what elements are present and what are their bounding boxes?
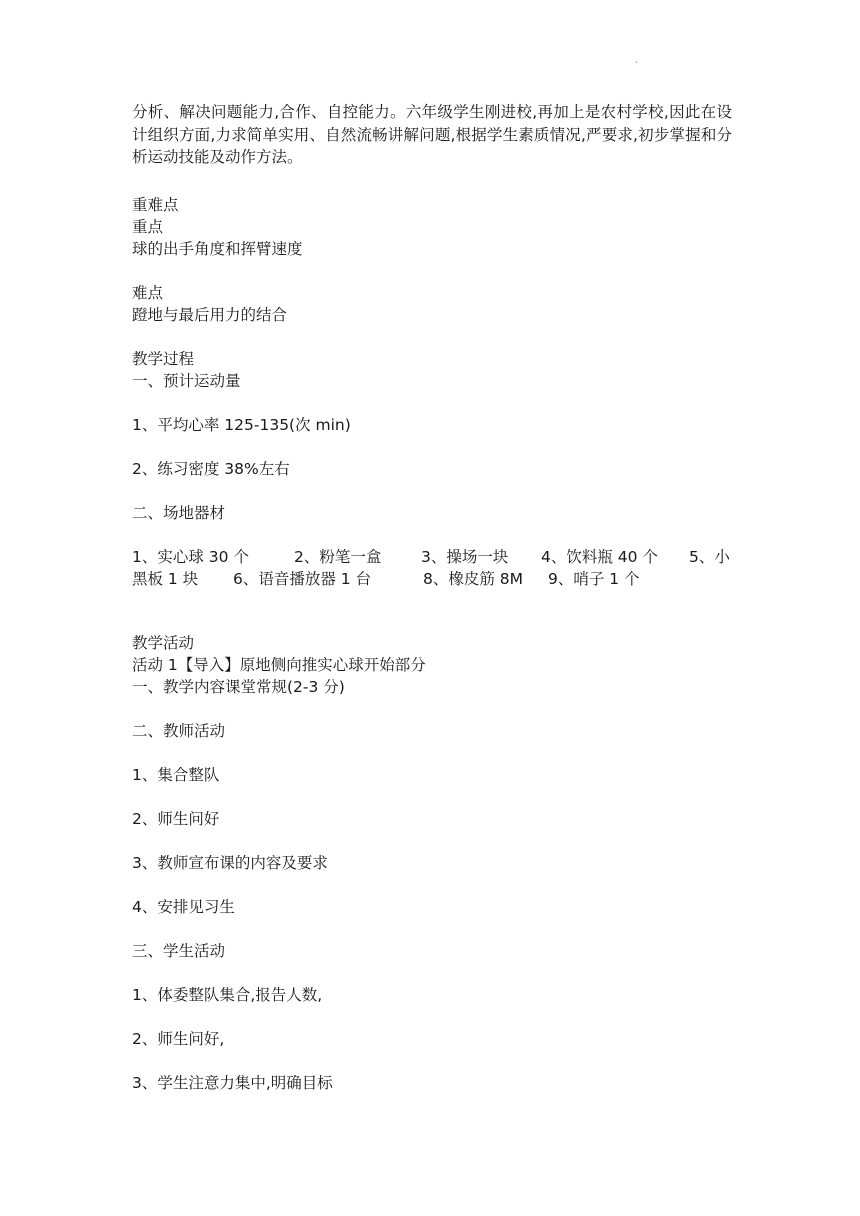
equipment-item: 8、橡皮筋 8M: [423, 570, 524, 588]
focus-text: 球的出手角度和挥臂速度: [132, 240, 303, 258]
student-item: 1、体委整队集合,报告人数,: [132, 986, 323, 1004]
focus-heading: 重点: [132, 218, 164, 236]
equipment-item: 1、实心球 30 个: [132, 548, 249, 566]
section-equipment: 二、场地器材: [132, 504, 226, 522]
heart-rate-item: 1、平均心率 125-135(次 min): [132, 416, 351, 434]
teacher-item: 2、师生问好: [132, 810, 220, 828]
student-item: 2、师生问好,: [132, 1030, 225, 1048]
teacher-item: 4、安排见习生: [132, 898, 235, 916]
page-mark: ·: [635, 58, 639, 69]
teacher-item: 1、集合整队: [132, 766, 220, 784]
equipment-item: 3、操场一块: [421, 548, 509, 566]
difficulty-heading: 难点: [132, 284, 164, 302]
equipment-item: 9、哨子 1 个: [548, 570, 640, 588]
difficulty-text: 蹬地与最后用力的结合: [132, 306, 288, 324]
teacher-item: 3、教师宣布课的内容及要求: [132, 854, 328, 872]
intro-paragraph: 分析、解决问题能力,合作、自控能力。六年级学生刚进校,再加上是农村学校,因此在设计组织方面,力求简单实用、自然流畅讲解问题,根据学生素质情况,严要求,初步掌握和分析运动技能及动作方法。: [132, 103, 732, 166]
equipment-item: 5、小: [689, 548, 730, 566]
equipment-item: 6、语音播放器 1 台: [233, 570, 372, 588]
equipment-item: 4、饮料瓶 40 个: [541, 548, 658, 566]
process-heading: 教学过程: [132, 350, 195, 368]
student-activity-heading: 三、学生活动: [132, 942, 226, 960]
activities-heading: 教学活动: [132, 634, 195, 652]
teacher-activity-heading: 二、教师活动: [132, 722, 226, 740]
density-item: 2、练习密度 38%左右: [132, 460, 290, 478]
activity-1-title: 活动 1【导入】原地侧向推实心球开始部分: [132, 656, 426, 674]
key-points-heading: 重难点: [132, 196, 179, 214]
activity-content: 一、教学内容课堂常规(2-3 分): [132, 678, 345, 696]
section-expected-load: 一、预计运动量: [132, 372, 241, 390]
equipment-item: 黑板 1 块: [132, 570, 199, 588]
equipment-item: 2、粉笔一盒: [294, 548, 382, 566]
student-item: 3、学生注意力集中,明确目标: [132, 1074, 333, 1092]
